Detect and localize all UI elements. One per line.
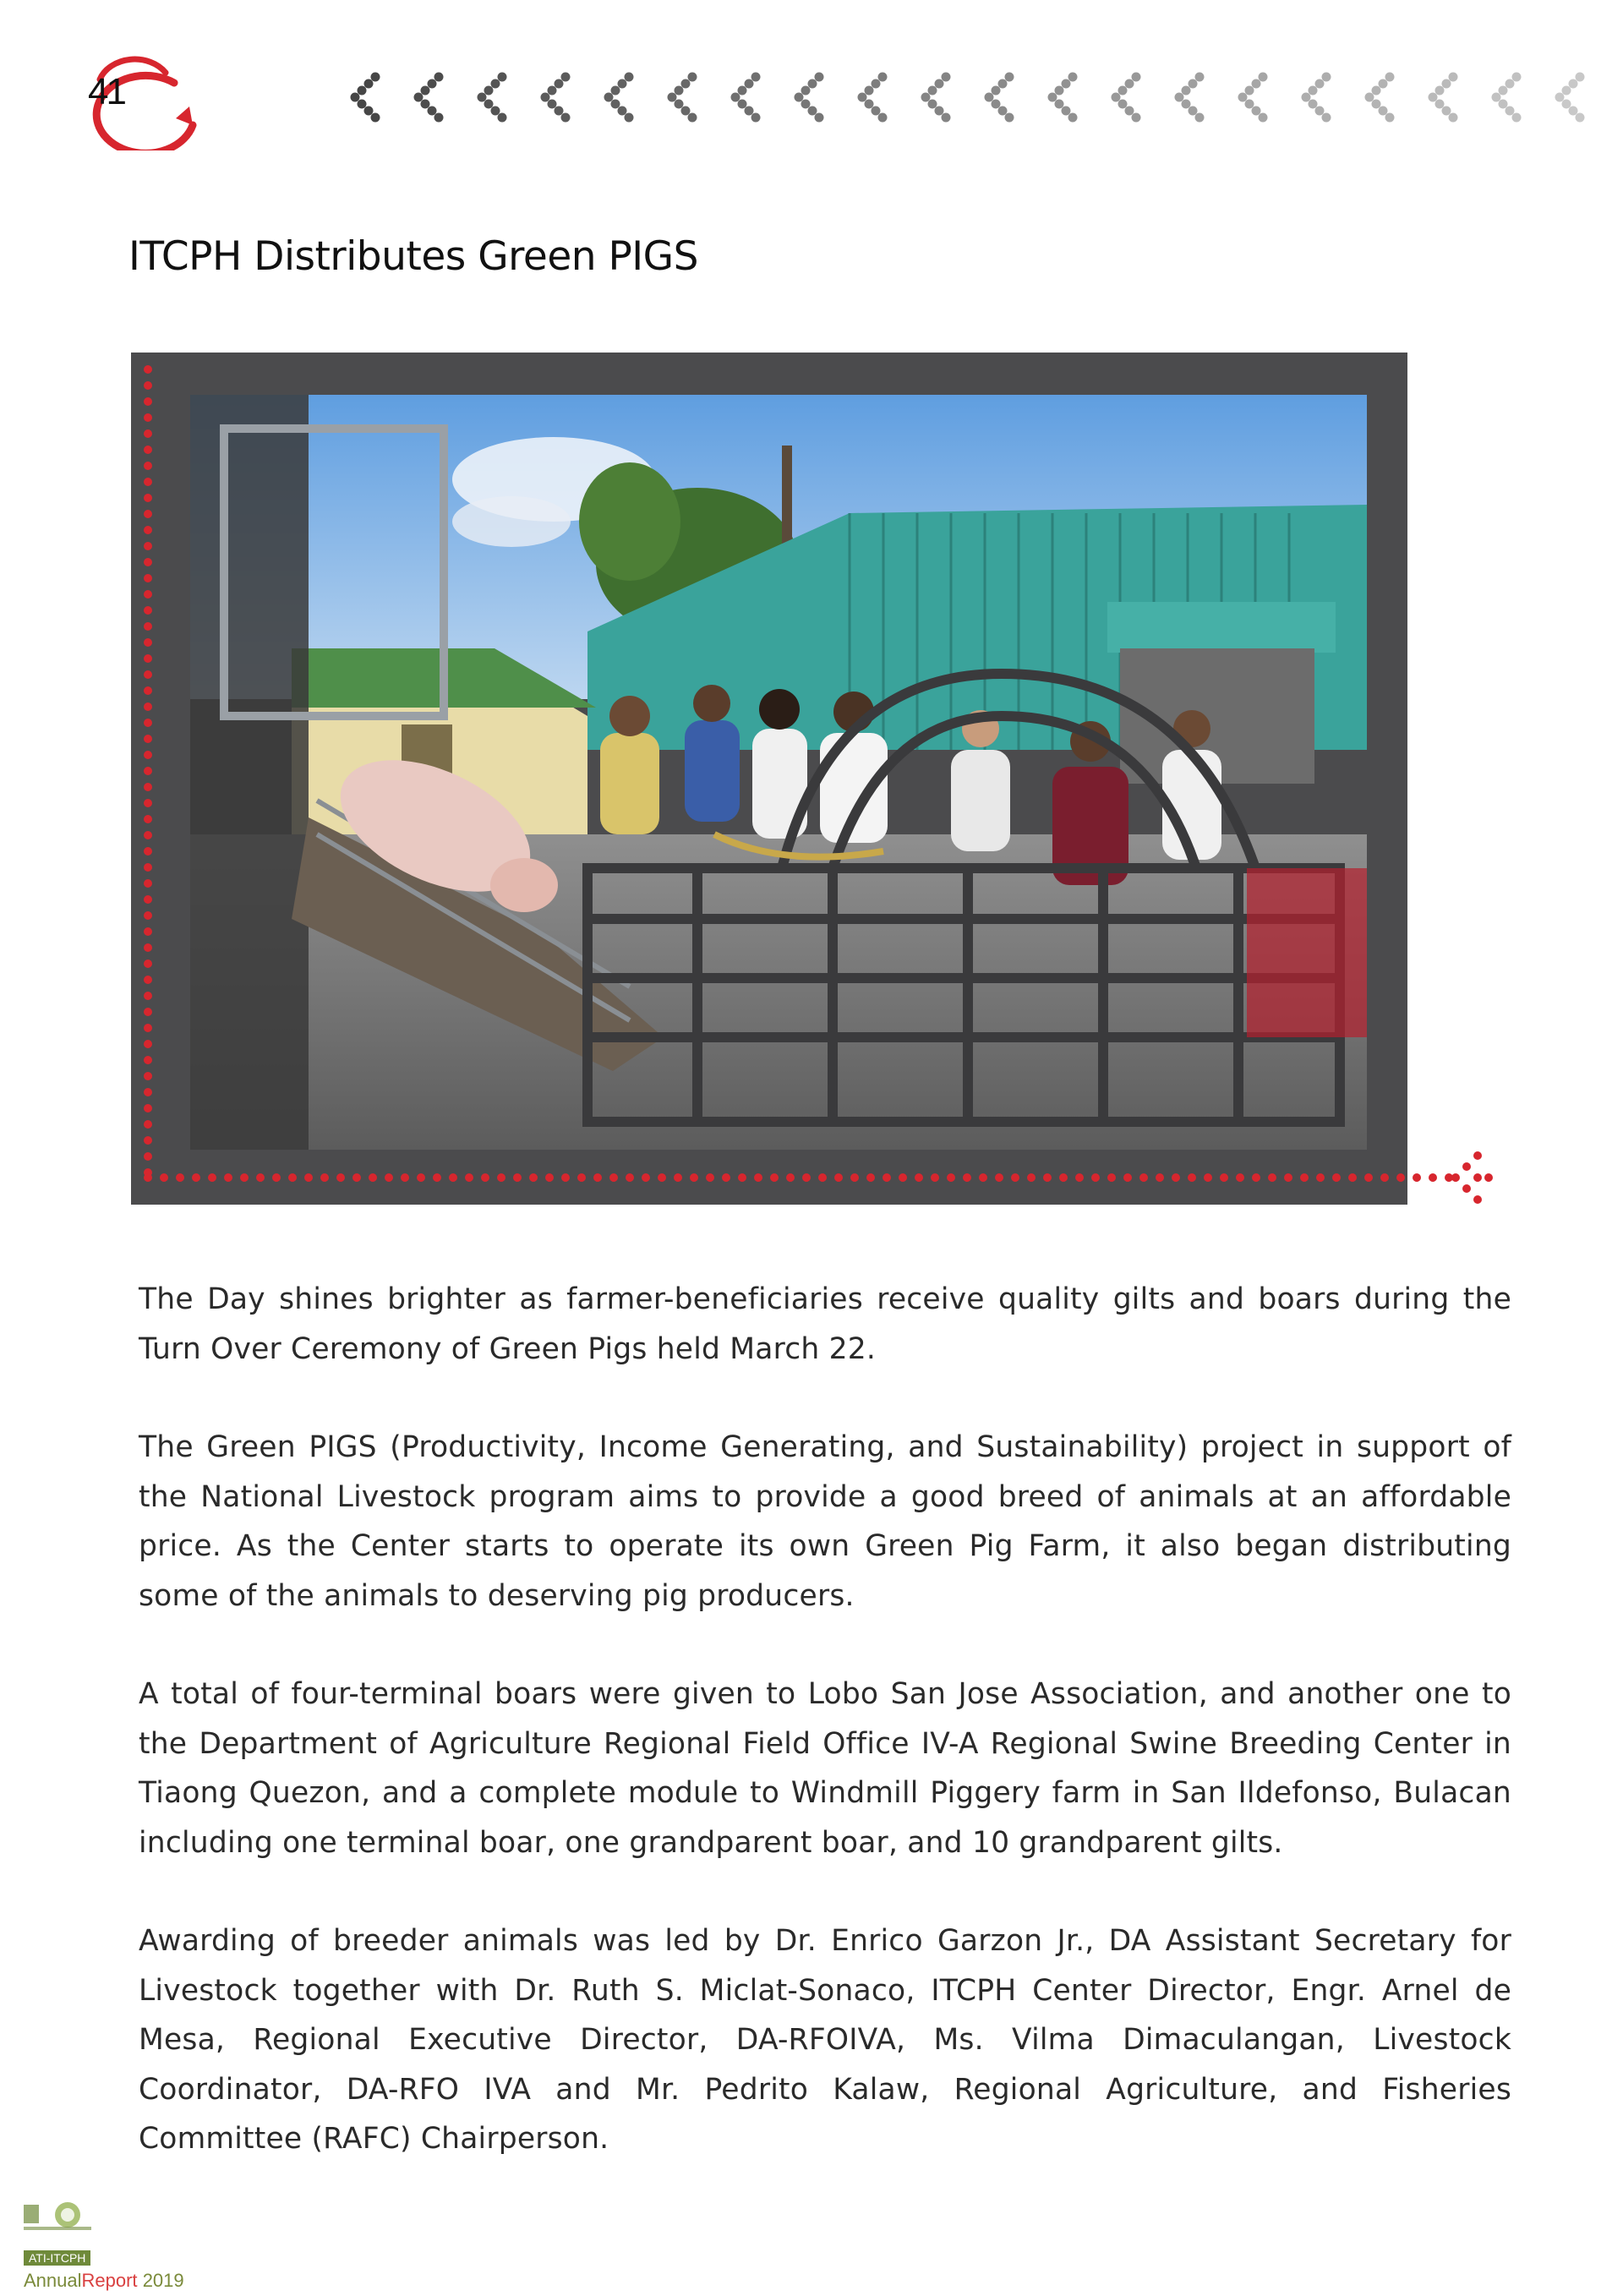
chevron-dot bbox=[1322, 113, 1331, 123]
chevron-dot bbox=[555, 107, 564, 116]
chevron-dot bbox=[1442, 107, 1451, 116]
footer-report-label bbox=[24, 2270, 184, 2292]
chevron-dot bbox=[498, 113, 507, 123]
chevron-dot bbox=[668, 93, 677, 102]
chevron-dot bbox=[1195, 73, 1205, 82]
chevron-dot bbox=[428, 107, 437, 116]
chevron-dot bbox=[491, 79, 500, 89]
chevron-dot bbox=[1118, 86, 1128, 96]
chevron-dot bbox=[618, 107, 627, 116]
paragraph-intro: The Day shines brighter as farmer-beneficiaries receive quality gilts and boars during the Turn Over Ceremony of Green Pigs held March 22. bbox=[139, 1282, 1511, 1366]
chevron-dot bbox=[738, 100, 747, 109]
chevron-dot bbox=[858, 93, 867, 102]
chevron-dot bbox=[1259, 113, 1268, 123]
footer-annual-text: Annual bbox=[24, 2270, 82, 2291]
chevron-dot bbox=[1195, 113, 1205, 123]
chevron-dot bbox=[491, 107, 500, 116]
chevron-dot bbox=[478, 93, 487, 102]
border-dot bbox=[1451, 1173, 1460, 1182]
chevron-dot bbox=[625, 73, 634, 82]
chevron-dot bbox=[921, 93, 931, 102]
chevron-dot bbox=[611, 100, 620, 109]
border-dot bbox=[1473, 1151, 1482, 1160]
chevron-dot bbox=[1055, 86, 1064, 96]
border-dot bbox=[1429, 1173, 1437, 1182]
chevron-dot bbox=[751, 73, 761, 82]
chevron-dot bbox=[1252, 79, 1261, 89]
chevron-dot bbox=[1068, 73, 1078, 82]
chevron-dot bbox=[358, 100, 367, 109]
chevron-dot bbox=[865, 100, 874, 109]
footer-org-name: ATI-ITCPH bbox=[24, 2250, 90, 2266]
chevron-dot bbox=[548, 86, 557, 96]
chevron-dot bbox=[878, 73, 888, 82]
chevron-dot bbox=[1005, 73, 1014, 82]
chevron-dot bbox=[1442, 79, 1451, 89]
chevron-dot bbox=[801, 86, 811, 96]
chevron-dot bbox=[1118, 100, 1128, 109]
chevron-dot bbox=[548, 100, 557, 109]
article-body bbox=[139, 1275, 1511, 2213]
chevron-dot bbox=[1062, 107, 1071, 116]
chevron-dot bbox=[1499, 100, 1508, 109]
chevron-dot bbox=[541, 93, 550, 102]
chevron-dot bbox=[1562, 100, 1571, 109]
chevron-dot bbox=[1435, 86, 1445, 96]
chevron-dot bbox=[434, 113, 444, 123]
paragraph-distribution: A total of four-terminal boars were given to Lobo San Jose Association, and another one to the Department of Agriculture Regional Field Office IV-A Regional Swine Breeding Center in Tiaong Quezon, and a complete module to Windmill Piggery farm in San Ildefonso, Bulacan including one terminal boar, one grandparent boar, and 10 grandparent gilts. bbox=[139, 1677, 1511, 1860]
chevron-dot bbox=[1372, 86, 1381, 96]
chevron-dot bbox=[688, 73, 697, 82]
chevron-dot bbox=[1005, 113, 1014, 123]
chevron-dot bbox=[1055, 100, 1064, 109]
chevron-dot bbox=[1576, 73, 1585, 82]
chevron-dot bbox=[1379, 79, 1388, 89]
chevron-dot bbox=[371, 113, 380, 123]
chevron-dot bbox=[1449, 73, 1458, 82]
chevron-dot bbox=[1385, 73, 1395, 82]
chevron-dot bbox=[992, 100, 1001, 109]
footer-report-text: Report bbox=[81, 2270, 138, 2291]
chevron-dot bbox=[1112, 93, 1121, 102]
chevron-dot bbox=[738, 86, 747, 96]
paragraph-awarding: Awarding of breeder animals was led by Dr. Enrico Garzon Jr., DA Assistant Secretary for Livestock together with Dr. Ruth S. Miclat-Sonaco, ITCPH Center Director, Engr. Arnel de Mesa, Regional Executive Director, DA-RFOIVA, Ms. Vilma Dimaculangan, Livestock Coordinator, DA-RFO IVA and Mr. Pedrito Kalaw, Regional Agriculture, and Fisheries Committee (RAFC) Chairperson. bbox=[139, 1924, 1511, 2156]
chevron-dot bbox=[498, 73, 507, 82]
border-dot bbox=[1473, 1195, 1482, 1204]
chevron-dot bbox=[1259, 73, 1268, 82]
chevron-dot bbox=[1125, 107, 1134, 116]
chevron-dot bbox=[928, 100, 937, 109]
chevron-dot bbox=[1569, 79, 1578, 89]
chevron-dot bbox=[1062, 79, 1071, 89]
chevron-dot bbox=[1562, 86, 1571, 96]
page-badge-arrow-icon bbox=[66, 49, 201, 150]
chevron-dot bbox=[358, 86, 367, 96]
chevron-dot bbox=[561, 113, 571, 123]
chevron-dot bbox=[808, 107, 817, 116]
chevron-dot bbox=[998, 107, 1008, 116]
chevron-dot bbox=[1238, 93, 1248, 102]
chevron-dot bbox=[484, 86, 494, 96]
chevron-dot bbox=[1435, 100, 1445, 109]
chevron-dot bbox=[815, 73, 824, 82]
chevron-dot bbox=[428, 79, 437, 89]
chevron-dot bbox=[998, 79, 1008, 89]
chevron-dot bbox=[1189, 107, 1198, 116]
chevron-dot bbox=[1506, 79, 1515, 89]
chevron-dot bbox=[1449, 113, 1458, 123]
chevron-dot bbox=[801, 100, 811, 109]
chevron-dot bbox=[364, 79, 374, 89]
chevron-dot bbox=[872, 107, 881, 116]
chevron-dot bbox=[1132, 73, 1141, 82]
chevron-dot bbox=[555, 79, 564, 89]
chevron-dot bbox=[928, 86, 937, 96]
chevron-dot bbox=[1506, 107, 1515, 116]
chevron-dot bbox=[681, 79, 691, 89]
chevron-dot bbox=[1068, 113, 1078, 123]
chevron-dot bbox=[561, 73, 571, 82]
chevron-dot bbox=[1048, 93, 1057, 102]
chevron-dot bbox=[1189, 79, 1198, 89]
chevron-dot bbox=[815, 113, 824, 123]
chevron-dot bbox=[808, 79, 817, 89]
chevron-dot bbox=[1569, 107, 1578, 116]
chevron-dot bbox=[1379, 107, 1388, 116]
chevron-dot bbox=[1492, 93, 1501, 102]
chevron-dot bbox=[992, 86, 1001, 96]
chevron-dot bbox=[364, 107, 374, 116]
border-dot bbox=[1473, 1173, 1482, 1182]
chevron-dot bbox=[675, 100, 684, 109]
chevron-dot bbox=[942, 73, 951, 82]
chevron-dot bbox=[751, 113, 761, 123]
chevron-dot bbox=[414, 93, 424, 102]
border-dot bbox=[1413, 1173, 1421, 1182]
chevron-dot bbox=[611, 86, 620, 96]
chevron-dot bbox=[1372, 100, 1381, 109]
chevron-dot bbox=[1309, 86, 1318, 96]
chevron-dot bbox=[935, 107, 944, 116]
chevron-dot bbox=[745, 107, 754, 116]
chevron-dot bbox=[1512, 113, 1522, 123]
chevron-dot bbox=[1302, 93, 1311, 102]
chevron-dot bbox=[1365, 93, 1374, 102]
chevron-dot bbox=[1315, 107, 1325, 116]
chevron-dot bbox=[1252, 107, 1261, 116]
chevron-dot bbox=[935, 79, 944, 89]
chevron-dot bbox=[681, 107, 691, 116]
pig-turnover-photo bbox=[190, 395, 1367, 1150]
chevron-dot bbox=[688, 113, 697, 123]
chevron-dot bbox=[434, 73, 444, 82]
chevron-dots-decoration bbox=[338, 59, 1589, 135]
chevron-dot bbox=[1182, 86, 1191, 96]
chevron-dot bbox=[618, 79, 627, 89]
chevron-dot bbox=[351, 93, 360, 102]
chevron-dot bbox=[1182, 100, 1191, 109]
border-dot bbox=[1462, 1184, 1471, 1193]
chevron-dot bbox=[421, 86, 430, 96]
chevron-dot bbox=[872, 79, 881, 89]
footer-year-text: 2019 bbox=[142, 2270, 184, 2291]
chevron-dot bbox=[795, 93, 804, 102]
chevron-dot bbox=[1512, 73, 1522, 82]
border-dot bbox=[1445, 1173, 1453, 1182]
chevron-dot bbox=[1315, 79, 1325, 89]
border-dot bbox=[1462, 1162, 1471, 1171]
chevron-dot bbox=[484, 100, 494, 109]
chevron-dot bbox=[1555, 93, 1565, 102]
chevron-dot bbox=[371, 73, 380, 82]
chevron-dot bbox=[745, 79, 754, 89]
chevron-dot bbox=[1309, 100, 1318, 109]
chevron-dot bbox=[675, 86, 684, 96]
chevron-dot bbox=[1175, 93, 1184, 102]
chevron-dot bbox=[878, 113, 888, 123]
chevron-dot bbox=[731, 93, 740, 102]
chevron-dot bbox=[1245, 86, 1254, 96]
chevron-dot bbox=[421, 100, 430, 109]
chevron-dot bbox=[1576, 113, 1585, 123]
chevron-dot bbox=[1429, 93, 1438, 102]
page-title: ITCPH Distributes Green PIGS bbox=[128, 233, 698, 280]
chevron-dot bbox=[1132, 113, 1141, 123]
chevron-dot bbox=[1385, 113, 1395, 123]
chevron-dot bbox=[942, 113, 951, 123]
chevron-dot bbox=[1125, 79, 1134, 89]
page-number: 41 bbox=[88, 71, 124, 112]
chevron-dot bbox=[1499, 86, 1508, 96]
chevron-dot bbox=[985, 93, 994, 102]
chevron-dot bbox=[1245, 100, 1254, 109]
paragraph-project: The Green PIGS (Productivity, Income Generating, and Sustainability) project in support of the National Livestock program aims to provide a good breed of animals at an affordable price. As the Center starts to operate its own Green Pig Farm, it also began distributing some of the animals to deserving pig producers. bbox=[139, 1430, 1511, 1613]
chevron-dot bbox=[1322, 73, 1331, 82]
chevron-dot bbox=[604, 93, 614, 102]
chevron-dot bbox=[625, 113, 634, 123]
chevron-dot bbox=[865, 86, 874, 96]
border-dot bbox=[1484, 1173, 1493, 1182]
